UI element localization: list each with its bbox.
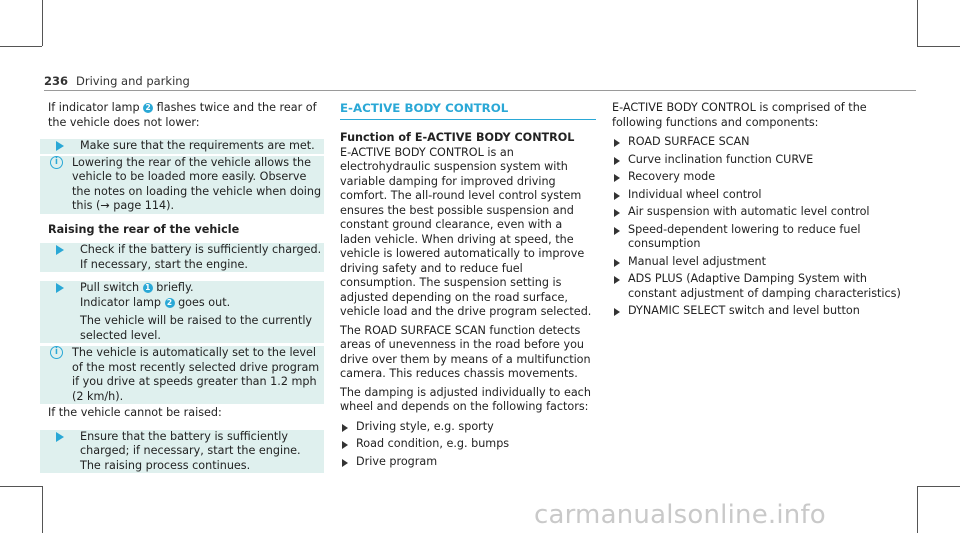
list-item: ADS PLUS (Adaptive Damping System with constant adjustment of damping characteristics) — [612, 272, 912, 301]
list-item: Driving style, e.g. sporty — [340, 420, 596, 435]
info-note: i Lowering the rear of the vehicle allows the vehicle to be loaded more easily. Observe the notes on loading the vehicle when doing this (→ page 114). — [40, 156, 324, 214]
list-item: Recovery mode — [612, 170, 912, 185]
crop-mark — [42, 0, 43, 46]
instruction-step: Pull switch 1 briefly. Indicator lamp 2 goes out. The vehicle will be raised to the currently selected level. — [40, 281, 324, 343]
header-rule — [44, 90, 916, 91]
crop-mark — [0, 486, 42, 487]
indicator-lamp-2-badge: 2 — [165, 298, 175, 308]
triangle-arrow-icon — [56, 141, 64, 151]
column-1 — [48, 101, 328, 473]
info-note: i The vehicle is automatically set to the level of the most recently selected drive program if you drive at speeds greater than 1.2 mph (2 km/h). — [40, 346, 324, 404]
step-result: The raising process continues. — [80, 458, 251, 472]
watermark: carmanualsonline.info — [534, 500, 826, 530]
paragraph: E-ACTIVE BODY CONTROL is an electrohydraulic suspension system with variable damping for improved driving comfort. The all-round level control system ensures the best possible suspension and constant ground clearance, even with a laden vehicle. When driving at speed, the vehicle is lowered automatically to improve driving safety and to reduce fuel consumption. The suspension setting is adjusted depending on the road surface, vehicle load and the drive program selected. — [340, 145, 592, 318]
list-item: Curve inclination function CURVE — [612, 153, 912, 168]
list-item: Individual wheel control — [612, 188, 912, 203]
subheading: Raising the rear of the vehicle — [48, 222, 240, 236]
paragraph: The damping is adjusted individually to each wheel and depends on the following factors: — [340, 385, 591, 413]
section-rule — [340, 119, 596, 121]
list-item: Speed-dependent lowering to reduce fuel consumption — [612, 223, 912, 252]
info-icon: i — [50, 346, 63, 359]
triangle-arrow-icon — [56, 283, 64, 293]
page-number: 236 — [44, 74, 69, 88]
crop-mark — [42, 486, 43, 533]
crop-mark — [917, 46, 960, 47]
subheading: Function of E-ACTIVE BODY CONTROL — [340, 131, 575, 144]
info-icon: i — [50, 156, 63, 169]
list-item: Air suspension with automatic level control — [612, 205, 912, 220]
triangle-arrow-icon — [56, 432, 64, 442]
switch-1-badge: 1 — [143, 283, 153, 293]
triangle-arrow-icon — [56, 245, 64, 255]
paragraph: The ROAD SURFACE SCAN function detects areas of unevenness in the road before you drive over them by means of a multifunction camera. This reduces chassis movements. — [340, 323, 591, 380]
indicator-lamp-2-badge: 2 — [143, 103, 153, 113]
instruction-step: Check if the battery is sufficiently charged. If necessary, start the engine. — [40, 243, 324, 272]
instruction-step: Ensure that the battery is sufficiently charged; if necessary, start the engine. The raising process continues. — [40, 430, 324, 474]
instruction-step: Make sure that the requirements are met. — [40, 139, 324, 154]
step-result: The vehicle will be raised to the currently selected level. — [80, 314, 313, 342]
list-item: Drive program — [340, 455, 596, 470]
page-header — [44, 74, 190, 88]
list-item: Road condition, e.g. bumps — [340, 437, 596, 452]
crop-mark — [917, 486, 918, 533]
list-item: DYNAMIC SELECT switch and level button — [612, 304, 912, 319]
list-item: Manual level adjustment — [612, 255, 912, 270]
section-title: E-ACTIVE BODY CONTROL — [340, 101, 509, 115]
paragraph: If the vehicle cannot be raised: — [48, 406, 222, 419]
column-2 — [340, 101, 596, 469]
list-item: ROAD SURFACE SCAN — [612, 135, 912, 150]
crop-mark — [917, 486, 960, 487]
paragraph: If indicator lamp 2 flashes twice and the rear of the vehicle does not lower: — [48, 101, 317, 129]
paragraph: E-ACTIVE BODY CONTROL is comprised of the following functions and components: — [612, 101, 867, 129]
crop-mark — [0, 46, 42, 47]
column-3 — [612, 101, 912, 319]
section-name: Driving and parking — [76, 74, 190, 88]
crop-mark — [917, 0, 918, 46]
